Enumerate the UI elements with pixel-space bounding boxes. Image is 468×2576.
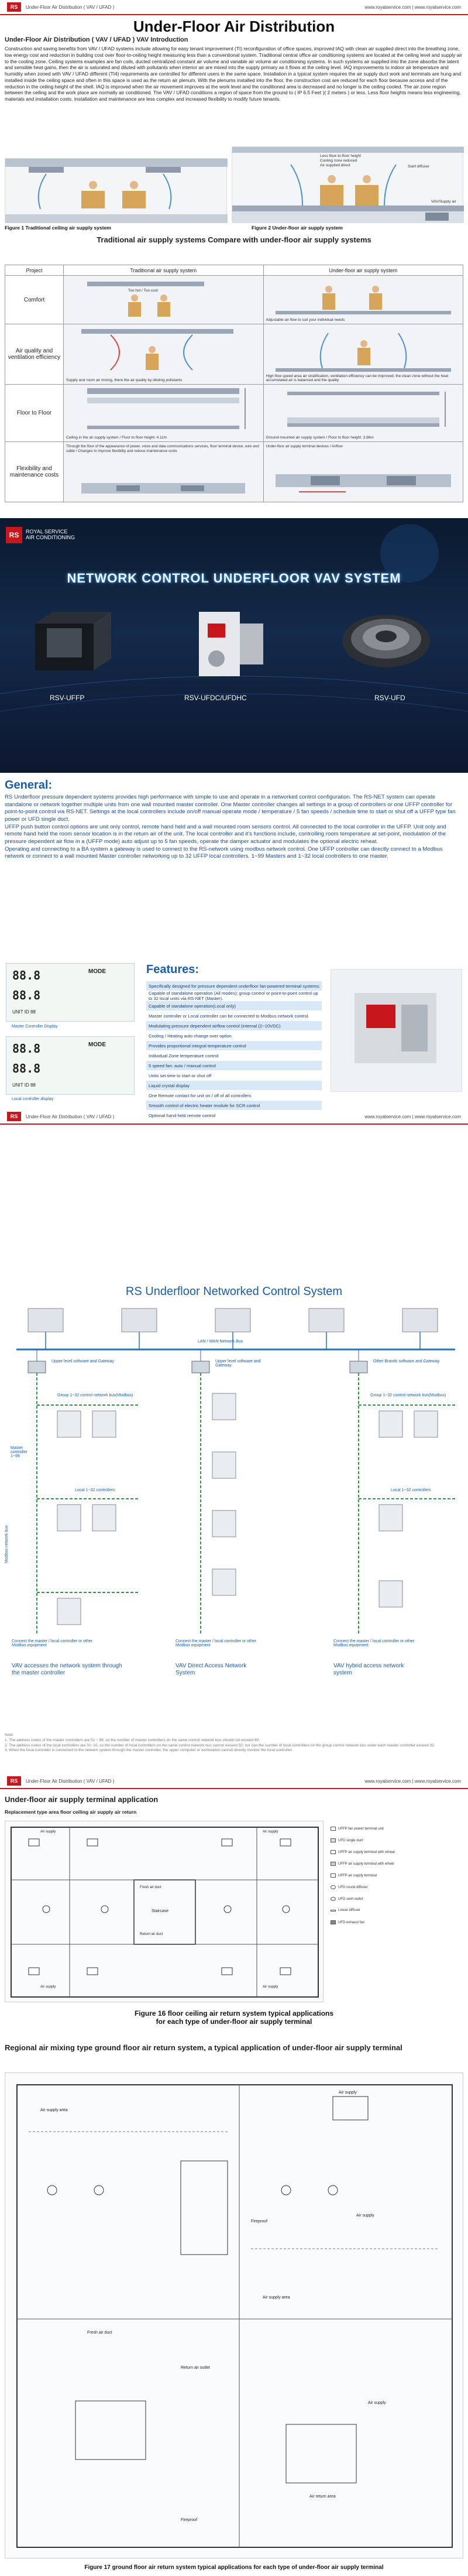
row-flexibility-project: Flexibility and maintenance costs — [5, 442, 64, 502]
brand-logo: RS — [7, 2, 21, 12]
plan17-label-0: Air supply area — [40, 2108, 68, 2112]
col3-caption: VAV hybrid access network system — [333, 1663, 404, 1676]
uffp-unit-icon — [23, 600, 123, 688]
legend-item: UFFP air supply terminal with reheat — [331, 1850, 395, 1854]
floor-ufad-note: Ground-mounted air supply system / Floor to floor height: 3.86m — [266, 436, 374, 440]
group-bus-label-2: Group 1~32 control network bus(Modbus) — [370, 1393, 446, 1397]
col2-gateway-label: Upper level software and Gateway — [215, 1359, 261, 1368]
comparison-table — [5, 265, 463, 502]
page-title: Under-Floor Air Distribution — [133, 18, 335, 35]
figure-17-plan — [5, 2073, 463, 2558]
header-title-2: Under-Floor Air Distribution ( VAV / UFAD ) — [26, 1114, 115, 1119]
header-traditional: Traditional air supply system — [64, 265, 264, 276]
legend-item: UFD exhaust fan — [331, 1920, 364, 1924]
comfort-ufad-illustration — [264, 276, 463, 323]
comfort-ufad-note: Adjustable air flow to suit your individual needs — [266, 318, 345, 322]
table-row — [5, 324, 463, 385]
row-comfort-underfloor — [263, 276, 463, 324]
network-diagram — [5, 1306, 463, 1692]
fig2-label-4: VAV/Supply air — [431, 200, 456, 204]
local-controllers-label-2: Local 1~32 controllers — [391, 1488, 431, 1492]
row-floor-project: Floor to Floor — [5, 385, 64, 442]
figure-16-caption: Figure 16 floor ceiling air return system typical applications for each type of under-floor air supply terminal — [134, 2009, 334, 2026]
plan17-label-9: Fireproof — [181, 2518, 198, 2522]
legend-item: UFFP air supply terminal — [331, 1873, 377, 1878]
plan17-label-7: Air supply — [368, 2401, 386, 2405]
list-item: Provides proportional integral temperature control — [146, 1041, 322, 1051]
header-underfloor: Under-floor air supply system — [263, 265, 463, 276]
ufd-diffuser-icon — [336, 600, 436, 688]
network-title: RS Underfloor Networked Control System — [125, 1285, 343, 1298]
intro-paragraph: Construction and saving benefits from VAV / UFAD systems include allowing for easy tenant improvement (TI) reconfiguration of office spaces, improved IAQ with clean air supplied direct into the breathing zone, low energy cost and reduction in building cost over floor-to-ceiling height measuring less than a conventional system. Traditional central office air conditioning systems are located at the ceiling level and supply air to the cooling zone. Ceiling systems examples are fan coils, ducted centralized constant air volume and variable air volume air conditioning systems. In such systems air supplied into the zone absorbs the latent and sensible heat gains, then the air is saturated and diluted with pollutants when interior air are mixed into the supply primary as it flows at the ceiling level. IAQ improvements to indoor air temperature and humidity when zoned with VAV / UFAD different (TI4) requirements are controlled for different users in the same space. Installation in a typical system requires the air supply duct work and terminals are hung and installed inside the ceiling space and often in this space is used as the return air plenum. With the plenums installed into the floor, the construction cost are reduced for each floor because access and of the reduction in the ceiling height of the shell. IAQ is improved when the air movement improves at the work level and the conditioned area is decreased and no longer is the ceiling cooled. The air zone region between the ceiling and the work place are normally air conditioned. The VAV / UFAD conditions a region of space from the ground to ( IP 6.5 Feet )( 2 meters ) or less. Less floor heights means less engineering, materials and installation costs. Installation and maintenance are less complex and increased flexibility to modify future tenants. — [5, 46, 462, 102]
product-label-uffp: RSV-UFFP — [50, 694, 85, 702]
floor-ufad-illustration — [264, 385, 463, 440]
banner-logo-text: ROYAL SERVICE AIR CONDITIONING — [26, 529, 75, 540]
table-row — [5, 442, 463, 502]
flexibility-ufad-note: Under-floor air supply terminal devices / Airflow — [266, 444, 343, 448]
fig2-label-1: Cooling zone reduced — [320, 159, 357, 163]
features-list — [146, 981, 322, 1121]
list-item: Optional hand held remote control — [146, 1111, 322, 1121]
figure-16-plan — [5, 1821, 324, 2002]
plan16-label-4: Fresh air duct — [140, 1886, 161, 1889]
local-lcd-display — [6, 1036, 135, 1095]
row-air-quality-underfloor — [263, 324, 463, 385]
list-item: Modulating pressure dependent airflow control (internal (2~10VDC) — [146, 1021, 322, 1031]
list-item: Units set time to start or shut off — [146, 1071, 322, 1081]
col1-sub-caption: Connect the master / local controller or other Modbus equipment — [12, 1639, 93, 1647]
list-item: 5 speed fan: auto / manual control — [146, 1061, 322, 1071]
regional-application-title: Regional air mixing type ground floor air return system, a typical application of under-floor air supply terminal — [5, 2043, 402, 2052]
header-title-3: Under-Floor Air Distribution ( VAV / UFAD ) — [26, 1778, 115, 1784]
comfort-trad-illustration — [64, 276, 263, 323]
comfort-trad-note: Too hot / Too cool — [128, 289, 158, 293]
table-row — [5, 385, 463, 442]
plan16-label-5: Return air duct — [140, 1933, 163, 1936]
row-air-quality-project: Air quality and ventilation efficiency — [5, 324, 64, 385]
flexibility-ufad-illustration — [264, 442, 463, 501]
lan-bus-label: LAN / WAN Network Bus — [198, 1340, 243, 1344]
table-header-row — [5, 265, 463, 276]
list-item: Capable of standalone operation (All modes); group control or point-to-point control up to 32 local units via RS-NET (Master). — [146, 991, 322, 1001]
brand-logo-3: RS — [7, 1776, 21, 1786]
product-ufd-image — [336, 600, 436, 688]
header-urls-3: www.royalservice.com | www.royalservice.com — [364, 1778, 461, 1784]
modbus-bus-label: Modbus network bus — [5, 1525, 9, 1563]
plan17-label-5: Fresh air duct — [87, 2331, 112, 2335]
master-lcd-readout-1: 88.8 — [12, 968, 41, 982]
row-comfort-traditional — [64, 276, 264, 324]
brand-logo-2: RS — [7, 1112, 21, 1121]
flexibility-trad-note: Through the floor of the appearance of power, voice and data communications services, floor terminal device, wire and cable / Changes to improve flexibility and reduce maintenance costs — [66, 444, 259, 453]
product-ufdc-image — [176, 600, 275, 688]
local-lcd-unit-id: UNIT ID 88 — [12, 1083, 36, 1088]
product-label-ufd: RSV-UFD — [374, 694, 405, 702]
list-item: Smooth control of electric heater module for SCR control — [146, 1101, 322, 1111]
fig2-label-3: Swirl diffuser — [408, 165, 430, 169]
list-item: Capable of standalone operation(Local only) — [146, 1001, 322, 1011]
table-row — [5, 276, 463, 324]
legend-item: Linear diffuser — [331, 1909, 360, 1912]
master-controller-label: Master controller 1~99 — [11, 1446, 27, 1458]
plan16-label-6: Staircase — [152, 1909, 169, 1913]
master-lcd-caption: Master Controller Display — [12, 1025, 58, 1029]
network-banner — [0, 518, 468, 773]
figure-2-image — [232, 146, 463, 222]
row-flexibility-underfloor — [263, 442, 463, 502]
network-note: Note: 1. The address codes of the master controllers are 01 ~ 99, so the number of master controllers on the same control network bus should not exceed 99. 2. The address codes of the local controllers are 01~32, so the number of local controllers on the same control network bus cannot exceed 32; nor can the number of local controllers on the group control network bus under each master controller exceed 32. 3. When the local controller is connected to the network system through the master controller, the upper computer or workstation cannot directly monitor the local controller. — [5, 1733, 435, 1753]
plan17-label-8: Air return area — [309, 2495, 336, 2499]
traditional-ceiling-illustration — [5, 159, 228, 223]
plan16-label-0: Air supply — [40, 1830, 56, 1834]
legend-item: UFD round diffuser — [331, 1885, 368, 1889]
figure-17-caption: Figure 17 ground floor air return system typical applications for each type of under-floor air supply terminal — [84, 2564, 384, 2571]
legend-item: UFD single duct — [331, 1838, 363, 1842]
floor-trad-illustration — [64, 385, 263, 440]
air-quality-trad-note: Supply and room air mixing, there the air quality by diluting pollutants — [66, 378, 183, 382]
list-item: Individual Zone temperature control — [146, 1051, 322, 1061]
product-uffp-image — [23, 600, 123, 688]
list-item: Specifically designed for pressure dependent underfloor fan-powered terminal systems. — [146, 981, 322, 991]
fig2-label-2: Air supplied direct — [320, 163, 350, 167]
col1-gateway-label: Upper level software and Gateway — [51, 1359, 114, 1364]
air-quality-ufad-note: High flow speed area air stratification, ventilation efficiency can be improved; the clean zone without the heat accumulated air is balanced and the quality — [266, 374, 449, 382]
local-controllers-label: Local 1~32 controllers — [75, 1488, 115, 1492]
controller-product-image — [331, 969, 462, 1092]
plan16-label-1: Air supply — [263, 1830, 278, 1834]
page-subtitle: Under-Floor Air Distribution ( VAV / UFAD ) VAV Introduction — [5, 36, 188, 43]
figure-1-caption: Figure 1 Traditional ceiling air supply system — [5, 225, 111, 231]
legend-item: UFFP fan power terminal unit — [331, 1827, 384, 1831]
general-title: General: — [5, 779, 53, 792]
plan17-label-2: Air supply — [356, 2214, 374, 2218]
master-lcd-unit-id: UNIT ID 88 — [12, 1009, 36, 1015]
row-flexibility-traditional — [64, 442, 264, 502]
plan17-label-4: Air supply area — [263, 2296, 290, 2300]
floor-trad-note: Ceiling in the air supply system / Floor to floor height: 4.11m — [66, 436, 167, 440]
fig2-label-0: Less floor-to-floor height — [320, 154, 362, 158]
controller-box-icon — [331, 970, 463, 1092]
features-title: Features: — [146, 963, 199, 976]
col3-sub-caption: Connect the master / local controller or other Modbus equipment — [333, 1639, 415, 1647]
row-floor-traditional — [64, 385, 264, 442]
row-comfort-project: Comfort — [5, 276, 64, 324]
row-air-quality-traditional — [64, 324, 264, 385]
plan16-label-2: Air supply — [40, 1985, 56, 1989]
product-label-ufdc: RSV-UFDC/UFDHC — [184, 694, 247, 702]
master-lcd-readout-2: 88.8 — [12, 988, 41, 1002]
row-floor-underfloor — [263, 385, 463, 442]
local-lcd-readout-1: 88.8 — [12, 1042, 41, 1056]
local-lcd-caption: Local controller display — [12, 1097, 54, 1101]
master-lcd-mode: MODE — [88, 968, 106, 975]
col1-caption: VAV accesses the network system through the master controller — [12, 1663, 122, 1676]
terminal-application-title: Under-floor air supply terminal application — [5, 1795, 159, 1804]
list-item: Cooling / Heating auto change over option — [146, 1031, 322, 1041]
page-header-3 — [0, 1774, 468, 1789]
plan17-label-3: Fireproof — [251, 2219, 268, 2224]
local-lcd-readout-2: 88.8 — [12, 1061, 41, 1075]
list-item: Liquid crystal display — [146, 1081, 322, 1091]
header-urls-2: www.royalservice.com | www.royalservice.com — [364, 1114, 461, 1119]
banner-logo-box: RS — [6, 527, 22, 543]
general-paragraph-1: RS Underfloor pressure dependent systems provides high performance with simple to use and operate in a networked control configuration. The RS-NET system can operate standalone or network together multiple units from one wall mounted master controller. One Master controller changes all settings in a group of controllers or one UFFP controller for point-to-point control via RS-NET. Settings at the local controllers include on/off manual operate mode / temperature / 5 fan speeds / schedule time to start or shut off a UFFP type fan power or UFD single duct. — [5, 794, 456, 823]
header-project: Project — [5, 265, 64, 276]
header-title: Under-Floor Air Distribution ( VAV / UFAD ) — [26, 4, 115, 10]
air-quality-trad-illustration — [64, 324, 263, 383]
col2-caption: VAV Direct Access Network System — [176, 1663, 247, 1676]
header-urls: www.royalservice.com | www.royalservice.com — [364, 4, 461, 10]
col3-gateway-label: Other Brands software and Gateway — [373, 1359, 440, 1364]
general-paragraph-2: UFFP push button control options are unit only control, remote hand held and a wall mounted room sensors control. All connected to the local controller in the UFFP. Unit only and remote hand held the room sensor location is in the return air of the unit. The local controller and it's functions include, controlling room temperature at set-point, modulation of the pressure dependent air flow in a (UFFP mode) auto adjust up to 5 fan speeds, operate the damper actuator and modulates the optional electric reheat. — [5, 823, 446, 845]
col2-sub-caption: Connect the master / local controller or other Modbus equipment — [176, 1639, 257, 1647]
list-item: Master controller or Local controller can be connected to Modbus network control. — [146, 1011, 322, 1021]
figure-1-image — [5, 158, 227, 222]
list-item: One Remote contact for unit on / off of all controllers — [146, 1091, 322, 1101]
page-header-2 — [0, 1109, 468, 1125]
plan17-label-1: Air supply — [339, 2091, 357, 2095]
page-header — [0, 0, 468, 15]
legend-item: UFFP air supply terminal with wheel — [331, 1862, 394, 1866]
master-lcd-display — [6, 963, 135, 1022]
plan17-label-6: Return air outlet — [181, 2366, 210, 2370]
general-body — [5, 794, 463, 861]
comparison-title: Traditional air supply systems Compare with under-floor air supply systems — [97, 235, 371, 244]
general-paragraph-3: Operating and connecting to a BA system a gateway is used to connect to the RS-network using modbus network control. One UFFP controller can directly connect to a Modbus network or connect to a wall mounted Master controller networking up to 32 UFFP local controllers. 1~99 Masters and 1~32 local controllers to one master. — [5, 845, 443, 860]
local-lcd-mode: MODE — [88, 1042, 106, 1048]
banner-title: NETWORK CONTROL UNDERFLOOR VAV SYSTEM — [67, 571, 401, 585]
plan16-label-3: Air supply — [263, 1985, 278, 1989]
terminal-application-subtitle: Replacement type area floor ceiling air supply air return — [5, 1809, 137, 1815]
floor-plan-17-lines — [5, 2073, 464, 2559]
figure-2-caption: Figure 2 Under-floor air supply system — [252, 225, 343, 231]
group-bus-label: Group 1~32 control network bus(Modbus) — [57, 1393, 133, 1397]
ufdc-unit-icon — [176, 600, 275, 688]
legend-item: UFD swirl outlet — [331, 1897, 363, 1901]
